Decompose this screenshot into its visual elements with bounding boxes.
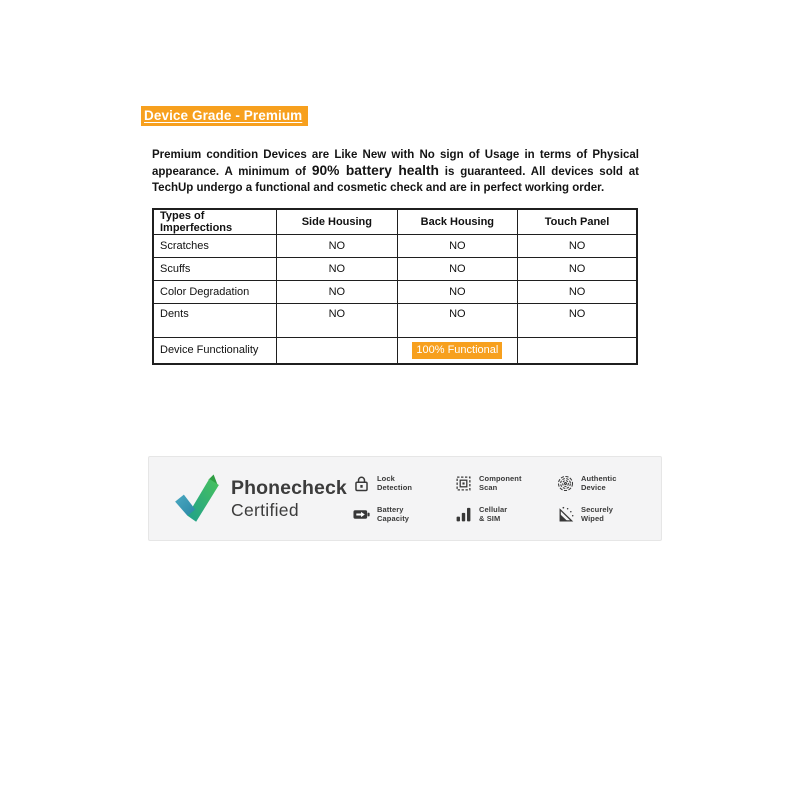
feature-component-scan xyxy=(455,474,533,492)
component-scan-icon xyxy=(455,475,472,492)
row-label: Device Functionality xyxy=(153,338,277,364)
brand-name: Phonecheck xyxy=(231,476,347,499)
phonecheck-certified-banner xyxy=(148,456,662,541)
brand-subtitle: Certified xyxy=(231,499,299,520)
header-types: Types of Imperfections xyxy=(153,209,277,235)
securely-wiped-icon xyxy=(557,506,574,523)
table-row-functionality xyxy=(153,338,637,364)
cell-value: NO xyxy=(397,281,518,304)
feature-lock-detection xyxy=(353,474,431,492)
cell-value: NO xyxy=(518,235,637,258)
authentic-device-icon xyxy=(557,475,574,492)
cell-value: NO xyxy=(277,258,397,281)
feature-label: Authentic Device xyxy=(581,474,617,492)
feature-label: Cellular & SIM xyxy=(479,505,508,523)
cell-value: NO xyxy=(277,235,397,258)
phonecheck-logo xyxy=(169,471,347,527)
cell-value: NO xyxy=(397,304,518,338)
feature-label: Component Scan xyxy=(479,474,522,492)
certification-features xyxy=(353,474,635,523)
feature-label: Lock Detection xyxy=(377,474,413,492)
row-label: Scratches xyxy=(153,235,277,258)
header-side-housing: Side Housing xyxy=(277,209,397,235)
cell-value xyxy=(277,338,397,364)
table-row xyxy=(153,258,637,281)
row-label: Scuffs xyxy=(153,258,277,281)
feature-authentic-device xyxy=(557,474,635,492)
battery-capacity-icon xyxy=(353,506,370,523)
checkmark-icon xyxy=(169,471,225,527)
cell-functional xyxy=(397,338,518,364)
cell-value: NO xyxy=(397,235,518,258)
feature-label: Securely Wiped xyxy=(581,505,614,523)
cellular-sim-icon xyxy=(455,506,472,523)
functional-badge: 100% Functional xyxy=(412,342,502,359)
phonecheck-wordmark xyxy=(231,477,347,521)
table-row xyxy=(153,281,637,304)
cell-value: NO xyxy=(518,304,637,338)
table-header-row xyxy=(153,209,637,235)
cell-value: NO xyxy=(518,258,637,281)
row-label: Dents xyxy=(153,304,277,338)
intro-part2: is guaranteed. All devices sold at TechUp undergo a functional and cosmetic check and are in perfect working order. xyxy=(152,166,639,194)
feature-cellular-sim xyxy=(455,505,533,523)
intro-part1: Premium condition Devices are Like New with No sign of Usage in terms of Physical appearance. A minimum of xyxy=(152,149,639,178)
cell-value: NO xyxy=(277,304,397,338)
intro-paragraph xyxy=(152,147,639,196)
table-row xyxy=(153,235,637,258)
feature-label: Battery Capacity xyxy=(377,505,410,523)
cell-value: NO xyxy=(518,281,637,304)
table-row xyxy=(153,304,637,338)
feature-securely-wiped xyxy=(557,505,635,523)
feature-battery-capacity xyxy=(353,505,431,523)
row-label: Color Degradation xyxy=(153,281,277,304)
lock-detection-icon xyxy=(353,475,370,492)
page-title: Device Grade - Premium xyxy=(141,106,308,126)
imperfections-table xyxy=(152,208,638,365)
cell-value: NO xyxy=(277,281,397,304)
intro-battery-health: 90% battery health xyxy=(311,163,439,178)
cell-value xyxy=(518,338,637,364)
header-touch-panel: Touch Panel xyxy=(518,209,637,235)
cell-value: NO xyxy=(397,258,518,281)
header-back-housing: Back Housing xyxy=(397,209,518,235)
